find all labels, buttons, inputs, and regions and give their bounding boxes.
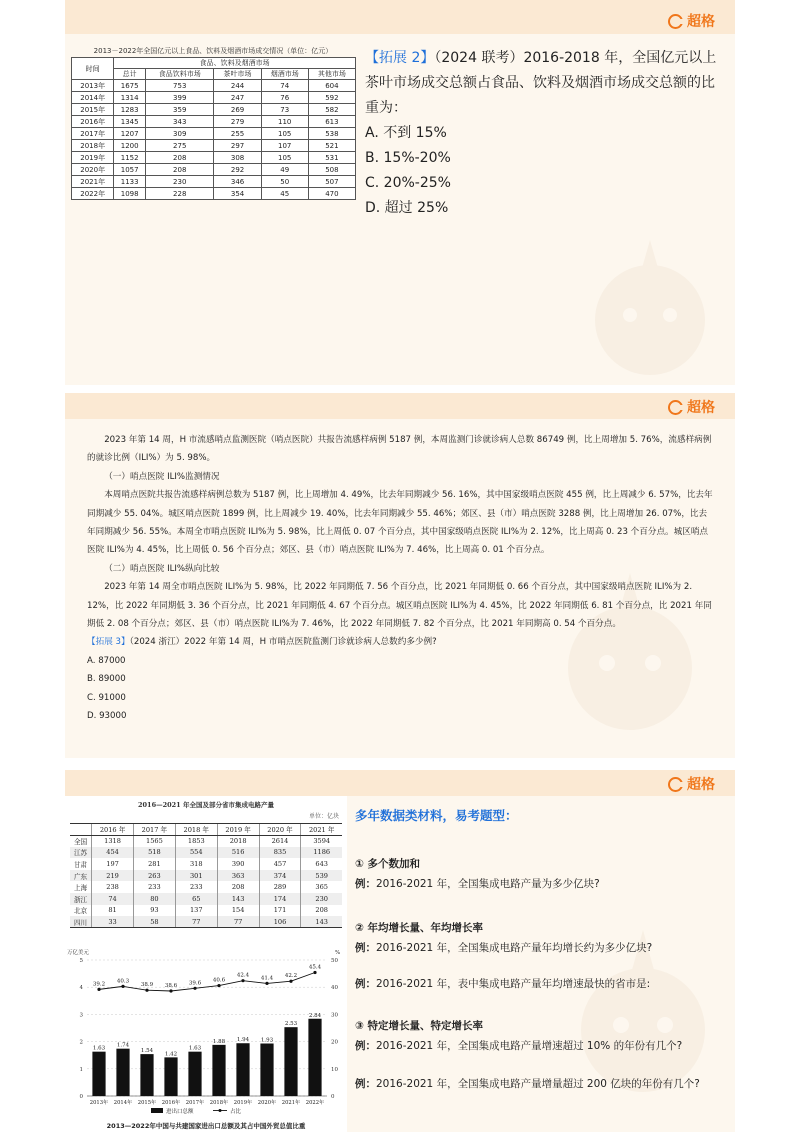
option-b: B. 89000 [87,674,126,685]
column-header: 茶叶市场 [214,69,261,80]
table-row [70,916,342,928]
table-cell: 49 [261,164,308,176]
option-a: A. 不到 15% [365,125,447,141]
question-tag: 【拓展 2】 [365,50,435,66]
table-cell: 244 [214,80,261,92]
brand-logo [668,11,715,31]
line-data-label: 42.4 [236,972,250,979]
table-cell: 1853 [175,835,217,847]
bar-data-label: 1.94 [236,1037,250,1044]
table-cell: 255 [214,128,261,140]
right-tick-label: 30 [331,1012,338,1019]
table-cell: 58 [133,916,175,928]
bar-data-label: 1.88 [212,1038,226,1045]
row-label: 北京 [73,907,88,916]
table-cell: 1675 [114,80,146,92]
line-data-label: 40.3 [116,978,130,985]
table-cell: 105 [261,128,308,140]
bar-2013年 [92,1052,105,1096]
table-cell: 582 [308,104,355,116]
table-row [72,92,356,104]
legend-line-marker [219,1109,222,1112]
table-cell: 516 [217,847,259,859]
table-cell: 753 [146,80,214,92]
table-cell: 77 [217,916,259,928]
question-2 [365,46,725,221]
ratio-point [145,989,148,992]
column-header: 2021 年 [301,824,342,836]
slide-1 [65,0,735,385]
table-cell: 613 [308,116,355,128]
column-header: 食品饮料市场 [146,69,214,80]
table-cell: 77 [175,916,217,928]
option-d: D. 93000 [87,711,127,722]
table-cell: 1186 [301,847,342,859]
table-cell: 65 [175,893,217,905]
bar-data-label: 1.54 [140,1048,154,1055]
x-tick-label: 2018年 [209,1100,229,1106]
row-label: 上海 [73,884,88,893]
table-cell: 171 [259,905,301,917]
table-cell: 281 [133,858,175,870]
table-cell: 297 [214,140,261,152]
column-header: 总计 [114,69,146,80]
row-label: 全国 [73,838,88,847]
table-cell: 93 [133,905,175,917]
right-tick-label: 40 [331,985,338,992]
table-row [72,116,356,128]
option-c: C. 20%-25% [365,175,451,191]
ratio-point [121,985,124,988]
bar-2019年 [236,1043,249,1096]
left-tick-label: 4 [79,985,83,992]
table-cell: 604 [308,80,355,92]
x-tick-label: 2022年 [305,1100,325,1106]
table-cell: 289 [259,881,301,893]
row-label: 2022年 [72,188,114,200]
x-tick-label: 2017年 [185,1100,205,1106]
tip-3-title: ③ 特定增长量、特定增长率 [355,1020,484,1032]
section-2-title: （二）哨点医院 ILI%纵向比较 [104,563,220,574]
table-row [70,893,342,905]
table-row [70,847,342,859]
row-label: 2018年 [72,140,114,152]
right-tick-label: 50 [331,958,338,964]
bar-2016年 [164,1057,177,1096]
right-tick-label: 20 [331,1039,338,1046]
example-text: 2016-2021 年，全国集成电路产量为多少亿块? [376,878,600,890]
example-text: 2016-2021 年，全国集成电路产量增速超过 10% 的年份有几个? [376,1040,683,1052]
bar-data-label: 1.93 [260,1037,274,1044]
section-1-body: 本周哨点医院共报告流感样病例总数为 5187 例，比上周增加 4. 49%，比去年同期减少 56. 16%，其中国家级哨点医院 455 例，比上周减少 6. 57%，比去年同期减少 55. 04%。城区哨点医院 1899 例，比上周减少 19. 40%，比去年同期减少 55. 46%；郊区、县（市）哨点医院 3288 例，比上周增加 26. 07%，比去年同期减少 56. 55%。本周全市哨点医院 ILI%为 5. 98%，比上周低 0. 07 个百分点，其中国家级哨点医院 ILI%为 2. 12%，比上周高 0. 23 个百分点。城区哨点医院 ILI%为 4. 45%，比上周低 0. 56 个百分点；郊区、县（市）哨点医院 ILI%为 7. 46%，比上周高 0. 01 个百分点。 [87,490,713,556]
table-row [72,140,356,152]
ratio-point [217,984,220,987]
bar-2021年 [284,1027,297,1096]
table-cell: 354 [214,188,261,200]
table-cell: 643 [301,858,342,870]
col-group: 食品、饮料及烟酒市场 [114,58,356,69]
slide-3 [65,770,735,1132]
tip-3-example-1 [355,1038,682,1053]
market-table [71,57,356,200]
table-cell: 247 [214,92,261,104]
table-cell: 269 [214,104,261,116]
table-row [70,905,342,917]
column-header: 2017 年 [133,824,175,836]
brand-g-icon [668,14,683,29]
table-cell: 174 [259,893,301,905]
table-cell: 230 [301,893,342,905]
table-cell: 374 [259,870,301,882]
table-cell: 2614 [259,835,301,847]
ratio-point [313,971,316,974]
table-cell: 1057 [114,164,146,176]
right-tick-label: 10 [331,1066,338,1073]
ic-table-title: 2016—2021 年全国及部分省市集成电路产量 [138,801,274,809]
brand-name: 超格 [687,777,715,793]
chart-title: 2013—2022年中国与共建国家进出口总额及其占中国外贸总值比重 [106,1122,306,1130]
report-intro: 2023 年第 14 周，H 市流感哨点监测医院（哨点医院）共报告流感样病例 5187 例，本周监测门诊就诊病人总数 86749 例，比上周增加 5. 76%，流感样病例的就诊比例（ILI%）为 5. 98%。 [87,435,712,464]
table-cell: 343 [146,116,214,128]
slide-header-bar [65,393,735,419]
line-data-label: 41.4 [260,975,274,982]
question-text: （2024 浙江）2022 年第 14 周，H 市哨点医院监测门诊就诊病人总数约多少例? [129,637,437,648]
table-cell: 197 [92,858,134,870]
ratio-line [99,973,315,991]
table-cell: 208 [217,881,259,893]
table-cell: 233 [133,881,175,893]
table-row [72,188,356,200]
ili-report [87,431,713,726]
left-axis-label: 万亿美元 [67,950,90,956]
table-cell: 1318 [92,835,134,847]
table-cell: 470 [308,188,355,200]
slide-header-bar [65,0,735,34]
brand-logo [668,397,715,417]
table-cell: 105 [261,152,308,164]
question-3 [87,633,713,651]
left-tick-label: 3 [79,1012,83,1019]
table-cell: 1200 [114,140,146,152]
table-cell: 50 [261,176,308,188]
table-cell: 592 [308,92,355,104]
tips-heading: 多年数据类材料，易考题型： [355,808,518,823]
table-cell: 110 [261,116,308,128]
tip-1-example [355,876,600,891]
x-tick-label: 2021年 [281,1100,301,1106]
table-cell: 538 [308,128,355,140]
bar-2015年 [140,1054,153,1096]
row-label: 2016年 [72,116,114,128]
table-cell: 45 [261,188,308,200]
column-header: 2019 年 [217,824,259,836]
brand-name: 超格 [687,14,715,30]
bar-2022年 [308,1019,321,1096]
table-cell: 81 [92,905,134,917]
table-cell: 1345 [114,116,146,128]
line-data-label: 39.6 [188,980,202,987]
example-label: 例： [355,1078,376,1090]
bar-data-label: 1.63 [92,1045,106,1052]
table-cell: 359 [146,104,214,116]
legend-bar-swatch [151,1108,163,1113]
row-label: 广东 [70,870,92,882]
column-header: 2016 年 [92,824,134,836]
table-row [72,176,356,188]
table-cell: 1565 [133,835,175,847]
table-cell: 137 [175,905,217,917]
option-a: A. 87000 [87,655,126,666]
table-row [72,164,356,176]
table-cell: 74 [261,80,308,92]
table-cell: 1283 [114,104,146,116]
unicorn-mascot-watermark [565,230,735,385]
example-text: 2016-2021 年，全国集成电路产量年均增长约为多少亿块? [376,942,653,954]
column-header: 烟酒市场 [261,69,308,80]
table-row [72,104,356,116]
table-row [70,881,342,893]
option-c: C. 91000 [87,692,126,703]
ratio-point [241,979,244,982]
example-label: 例： [355,1040,376,1052]
column-header: 2020 年 [259,824,301,836]
table-cell: 233 [175,881,217,893]
bar-2014年 [116,1049,129,1096]
table-cell: 208 [146,164,214,176]
table-cell: 74 [92,893,134,905]
table-row [70,835,342,847]
bar-data-label: 1.42 [164,1051,178,1058]
table-cell: 1133 [114,176,146,188]
table-cell: 508 [308,164,355,176]
x-tick-label: 2020年 [257,1100,277,1106]
section-1-title: （一）哨点医院 ILI%监测情况 [104,471,220,482]
example-label: 例： [355,942,376,954]
table-row [70,870,342,882]
ratio-point [169,989,172,992]
table-title: 2013－2022年全国亿元以上食品、饮料及烟酒市场成交情况（单位：亿元） [93,47,333,55]
example-text: 2016-2021 年，表中集成电路产量年均增速最快的省市是: [376,978,651,990]
example-label: 例： [355,878,376,890]
corner-cell [70,824,92,836]
table-cell: 219 [92,870,134,882]
table-cell: 279 [214,116,261,128]
ratio-point [193,987,196,990]
line-data-label: 38.9 [140,982,154,989]
table-cell: 309 [146,128,214,140]
table-cell: 208 [146,152,214,164]
table-cell: 507 [308,176,355,188]
row-label: 甘肃 [73,861,88,870]
right-axis-label: % [335,950,341,956]
table-cell: 363 [217,870,259,882]
slide-2 [65,393,735,758]
ic-table-unit: 单位：亿块 [308,813,339,820]
trade-chart [65,946,347,1132]
tip-3-example-2 [355,1076,700,1091]
example-text: 2016-2021 年，全国集成电路产量增量超过 200 亿块的年份有几个? [376,1078,700,1090]
table-cell: 80 [133,893,175,905]
bar-data-label: 2.84 [308,1012,322,1019]
table-cell: 107 [261,140,308,152]
ratio-point [97,988,100,991]
line-data-label: 38.6 [164,983,178,990]
table-cell: 308 [214,152,261,164]
table-cell: 106 [259,916,301,928]
brand-g-icon [668,777,683,792]
table-cell: 76 [261,92,308,104]
brand-name: 超格 [687,400,715,416]
bar-data-label: 1.74 [116,1042,130,1049]
ratio-point [289,980,292,983]
line-data-label: 40.6 [212,977,226,984]
tip-1-title: ① 多个数加和 [355,858,421,870]
ic-production-table [70,823,342,928]
left-tick-label: 5 [79,958,83,964]
table-cell: 2018 [217,835,259,847]
bar-2020年 [260,1044,273,1096]
table-cell: 208 [301,905,342,917]
bar-2018年 [212,1045,225,1096]
x-tick-label: 2019年 [233,1100,253,1106]
table-cell: 531 [308,152,355,164]
tip-2-example-2 [355,976,650,991]
table-row [70,858,342,870]
question-tag: 【拓展 3】 [87,637,130,648]
bar-2017年 [188,1052,201,1096]
table-cell: 154 [217,905,259,917]
option-b: B. 15%-20% [365,150,451,166]
table-cell: 554 [175,847,217,859]
left-tick-label: 2 [79,1039,83,1046]
x-tick-label: 2013年 [89,1100,109,1106]
example-label: 例： [355,978,376,990]
left-tick-label: 1 [79,1066,83,1073]
row-label: 2017年 [72,128,114,140]
x-tick-label: 2016年 [161,1100,181,1106]
row-label: 2020年 [72,164,114,176]
table-cell: 1152 [114,152,146,164]
table-cell: 230 [146,176,214,188]
table-cell: 346 [214,176,261,188]
ratio-point [265,982,268,985]
line-data-label: 39.2 [92,981,106,988]
tip-2-title: ② 年均增长量、年均增长率 [355,922,484,934]
table-cell: 238 [92,881,134,893]
table-cell: 143 [217,893,259,905]
table-cell: 521 [308,140,355,152]
tip-2-example-1 [355,940,652,955]
column-header: 2018 年 [175,824,217,836]
table-cell: 365 [301,881,342,893]
question-text: （2024 联考）2016-2018 年，全国亿元以上茶叶市场成交总额占食品、饮料及烟酒市场成交总额的比重为： [365,50,717,116]
row-label: 四川 [70,916,92,928]
slide-header-bar [65,770,735,796]
table-cell: 301 [175,870,217,882]
legend-line-label: 占比 [230,1109,242,1115]
table-cell: 275 [146,140,214,152]
line-data-label: 45.4 [308,964,322,971]
bar-data-label: 1.63 [188,1045,202,1052]
table-cell: 292 [214,164,261,176]
table-cell: 73 [261,104,308,116]
table-row [72,152,356,164]
row-label: 2019年 [72,152,114,164]
option-d: D. 超过 25% [365,200,449,216]
table-cell: 518 [133,847,175,859]
brand-logo [668,774,715,794]
brand-g-icon [668,400,683,415]
table-cell: 454 [92,847,134,859]
left-tick-label: 0 [79,1094,83,1100]
column-header: 其他市场 [308,69,355,80]
table-row [72,128,356,140]
table-cell: 318 [175,858,217,870]
row-label: 2013年 [72,80,114,92]
section-2-body: 2023 年第 14 周全市哨点医院 ILI%为 5. 98%，比 2022 年同期低 7. 56 个百分点，比 2021 年同期低 0. 66 个百分点，其中国家级哨点医院 ILI%为 2. 12%，比 2022 年同期低 3. 36 个百分点，比 2021 年同期低 4. 67 个百分点。城区哨点医院 ILI%为 4. 45%，比 2022 年同期低 6. 81 个百分点，比 2021 年同期低 2. 08 个百分点；郊区、县（市）哨点医院 ILI%为 7. 46%，比 2022 年同期低 7. 82 个百分点，比 2021 年同期高 0. 54 个百分点。 [87,582,712,630]
row-label: 2021年 [72,176,114,188]
data-panel [65,796,347,1132]
x-tick-label: 2014年 [113,1100,133,1106]
table-cell: 399 [146,92,214,104]
x-tick-label: 2015年 [137,1100,157,1106]
line-data-label: 42.2 [284,973,298,980]
table-cell: 1314 [114,92,146,104]
bar-data-label: 2.53 [284,1021,298,1028]
table-cell: 263 [133,870,175,882]
row-label: 江苏 [70,847,92,859]
table-row [72,80,356,92]
row-label: 2014年 [72,92,114,104]
table-cell: 143 [301,916,342,928]
row-label: 2015年 [72,104,114,116]
right-tick-label: 0 [331,1094,335,1100]
table-cell: 33 [92,916,134,928]
table-cell: 1098 [114,188,146,200]
table-cell: 539 [301,870,342,882]
col-time: 时间 [72,58,114,80]
table-cell: 390 [217,858,259,870]
table-cell: 228 [146,188,214,200]
row-label: 浙江 [70,893,92,905]
table-cell: 835 [259,847,301,859]
table-cell: 1207 [114,128,146,140]
table-cell: 457 [259,858,301,870]
table-cell: 3594 [301,835,342,847]
legend-bar-label: 进出口总额 [166,1109,194,1115]
